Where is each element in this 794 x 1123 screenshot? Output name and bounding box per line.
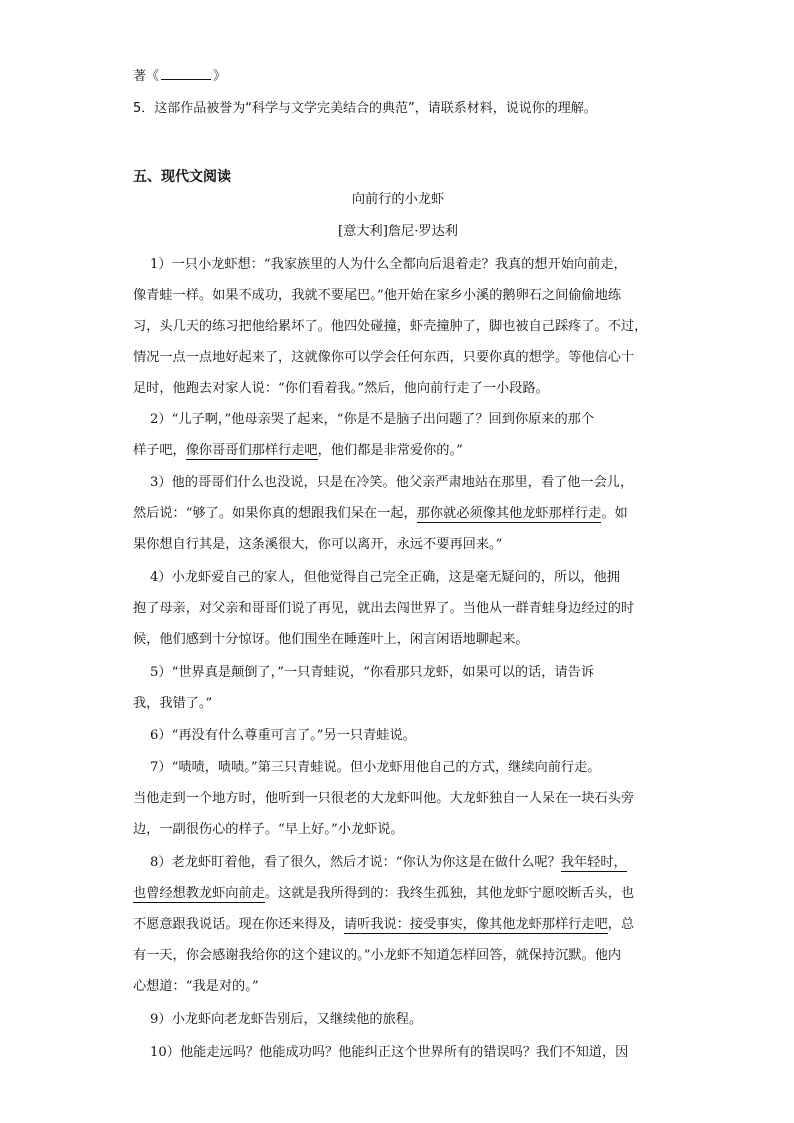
question-5: 5．这部作品被誉为“科学与文学完美结合的典范”，请联系材料，说说你的理解。 — [133, 101, 597, 116]
para1-line4: 情况一点一点地好起来了，这就像你可以学会任何东西，只要你真的想学。等他信心十 — [133, 350, 635, 365]
para7-line3: 边，一副很伤心的样子。“早上好。”小龙虾说。 — [133, 822, 404, 837]
para1-line5: 足时，他跑去对家人说：“你们看着我。”然后，他向前行走了一小段路。 — [133, 381, 549, 396]
para1-line3: 习，头几天的练习把他给累坏了。他四处碰撞，虾壳撞肿了，脚也被自己踩疼了。不过， — [133, 319, 648, 334]
underlined-sentence: 像你哥哥们那样行走吧 — [185, 443, 318, 458]
para4-line1: 4）小龙虾爱自己的家人，但他觉得自己完全正确，这是毫无疑问的，所以，他拥 — [150, 570, 620, 585]
para8-line5: 心想道：“我是对的。” — [133, 979, 259, 994]
para7-line2: 当他走到一个地方时，他听到一只很老的大龙虾叫他。大龙虾独自一人呆在一块石头旁 — [133, 791, 635, 806]
para2-line1: 2）“儿子啊，”他母亲哭了起来，“你是不是脑子出问题了？回到你原来的那个 — [150, 412, 595, 427]
para5-line2: 我，我错了。” — [133, 696, 213, 711]
para9-line1: 9）小龙虾向老龙虾告别后，又继续他的旅程。 — [150, 1012, 423, 1027]
answer-blank[interactable] — [161, 66, 211, 80]
book-prefix: 著《 — [133, 69, 160, 84]
underlined-sentence: 那你就必须像其他龙虾那样行走 — [416, 506, 602, 521]
section-heading: 五、现代文阅读 — [133, 169, 231, 185]
book-suffix: 》 — [213, 69, 227, 84]
para8-line4: 有一天，你会感谢我给你的这个建议的。”小龙虾不知道怎样回答，就保持沉默。他内 — [133, 948, 622, 963]
para3-line3: 果你想自行其是，这条溪很大，你可以离开，永远不要再回来。” — [133, 537, 503, 552]
underlined-sentence: 我年轻时， — [560, 855, 627, 870]
para4-line2: 抱了母亲，对父亲和哥哥们说了再见，就出去闯世界了。当他从一群青蛙身边经过的时 — [133, 601, 635, 616]
article-author: [意大利]詹尼·罗达利 — [338, 224, 458, 239]
para3-line1: 3）他的哥哥们什么也没说，只是在冷笑。他父亲严肃地站在那里，看了他一会儿， — [150, 475, 634, 490]
para8-line1: 8）老龙虾盯着他，看了很久，然后才说：“你认为你这是在做什么呢？我年轻时， — [150, 855, 627, 870]
para1-line2: 像青蛙一样。如果不成功，我就不要尾巴。”他开始在家乡小溪的鹅卵石之间偷偷地练 — [133, 288, 622, 303]
book-title-blank-line — [133, 66, 663, 86]
para2-line2: 样子吧，像你哥哥们那样行走吧，他们都是非常爱你的。” — [133, 443, 463, 458]
para10-line1: 10）他能走远吗？他能成功吗？他能纠正这个世界所有的错误吗？我们不知道，因 — [150, 1045, 629, 1060]
para4-line3: 候，他们感到十分惊讶。他们围坐在睡莲叶上，闲言闲语地聊起来。 — [133, 632, 529, 647]
para7-line1: 7）“啧啧，啧啧。”第三只青蛙说。但小龙虾用他自己的方式，继续向前行走。 — [150, 760, 601, 775]
para5-line1: 5）“世界真是颠倒了，”一只青蛙说，“你看那只龙虾，如果可以的话，请告诉 — [150, 665, 595, 680]
para1-line1: 1）一只小龙虾想：“我家族里的人为什么全都向后退着走？我真的想开始向前走， — [150, 257, 627, 272]
para3-line2: 然后说：“够了。如果你真的想跟我们呆在一起，那你就必须像其他龙虾那样行走。如 — [133, 506, 628, 521]
underlined-sentence: 请听我说：接受事实，像其他龙虾那样行走吧 — [344, 917, 608, 932]
para8-line3: 不愿意跟我说话。现在你还来得及，请听我说：接受事实，像其他龙虾那样行走吧，总 — [133, 917, 635, 932]
underlined-sentence: 也曾经想教龙虾向前走 — [133, 886, 265, 901]
para6-line1: 6）“再没有什么尊重可言了。”另一只青蛙说。 — [150, 728, 416, 743]
article-title: 向前行的小龙虾 — [351, 192, 445, 207]
para8-line2: 也曾经想教龙虾向前走。这就是我所得到的：我终生孤独，其他龙虾宁愿咬断舌头，也 — [133, 886, 635, 901]
